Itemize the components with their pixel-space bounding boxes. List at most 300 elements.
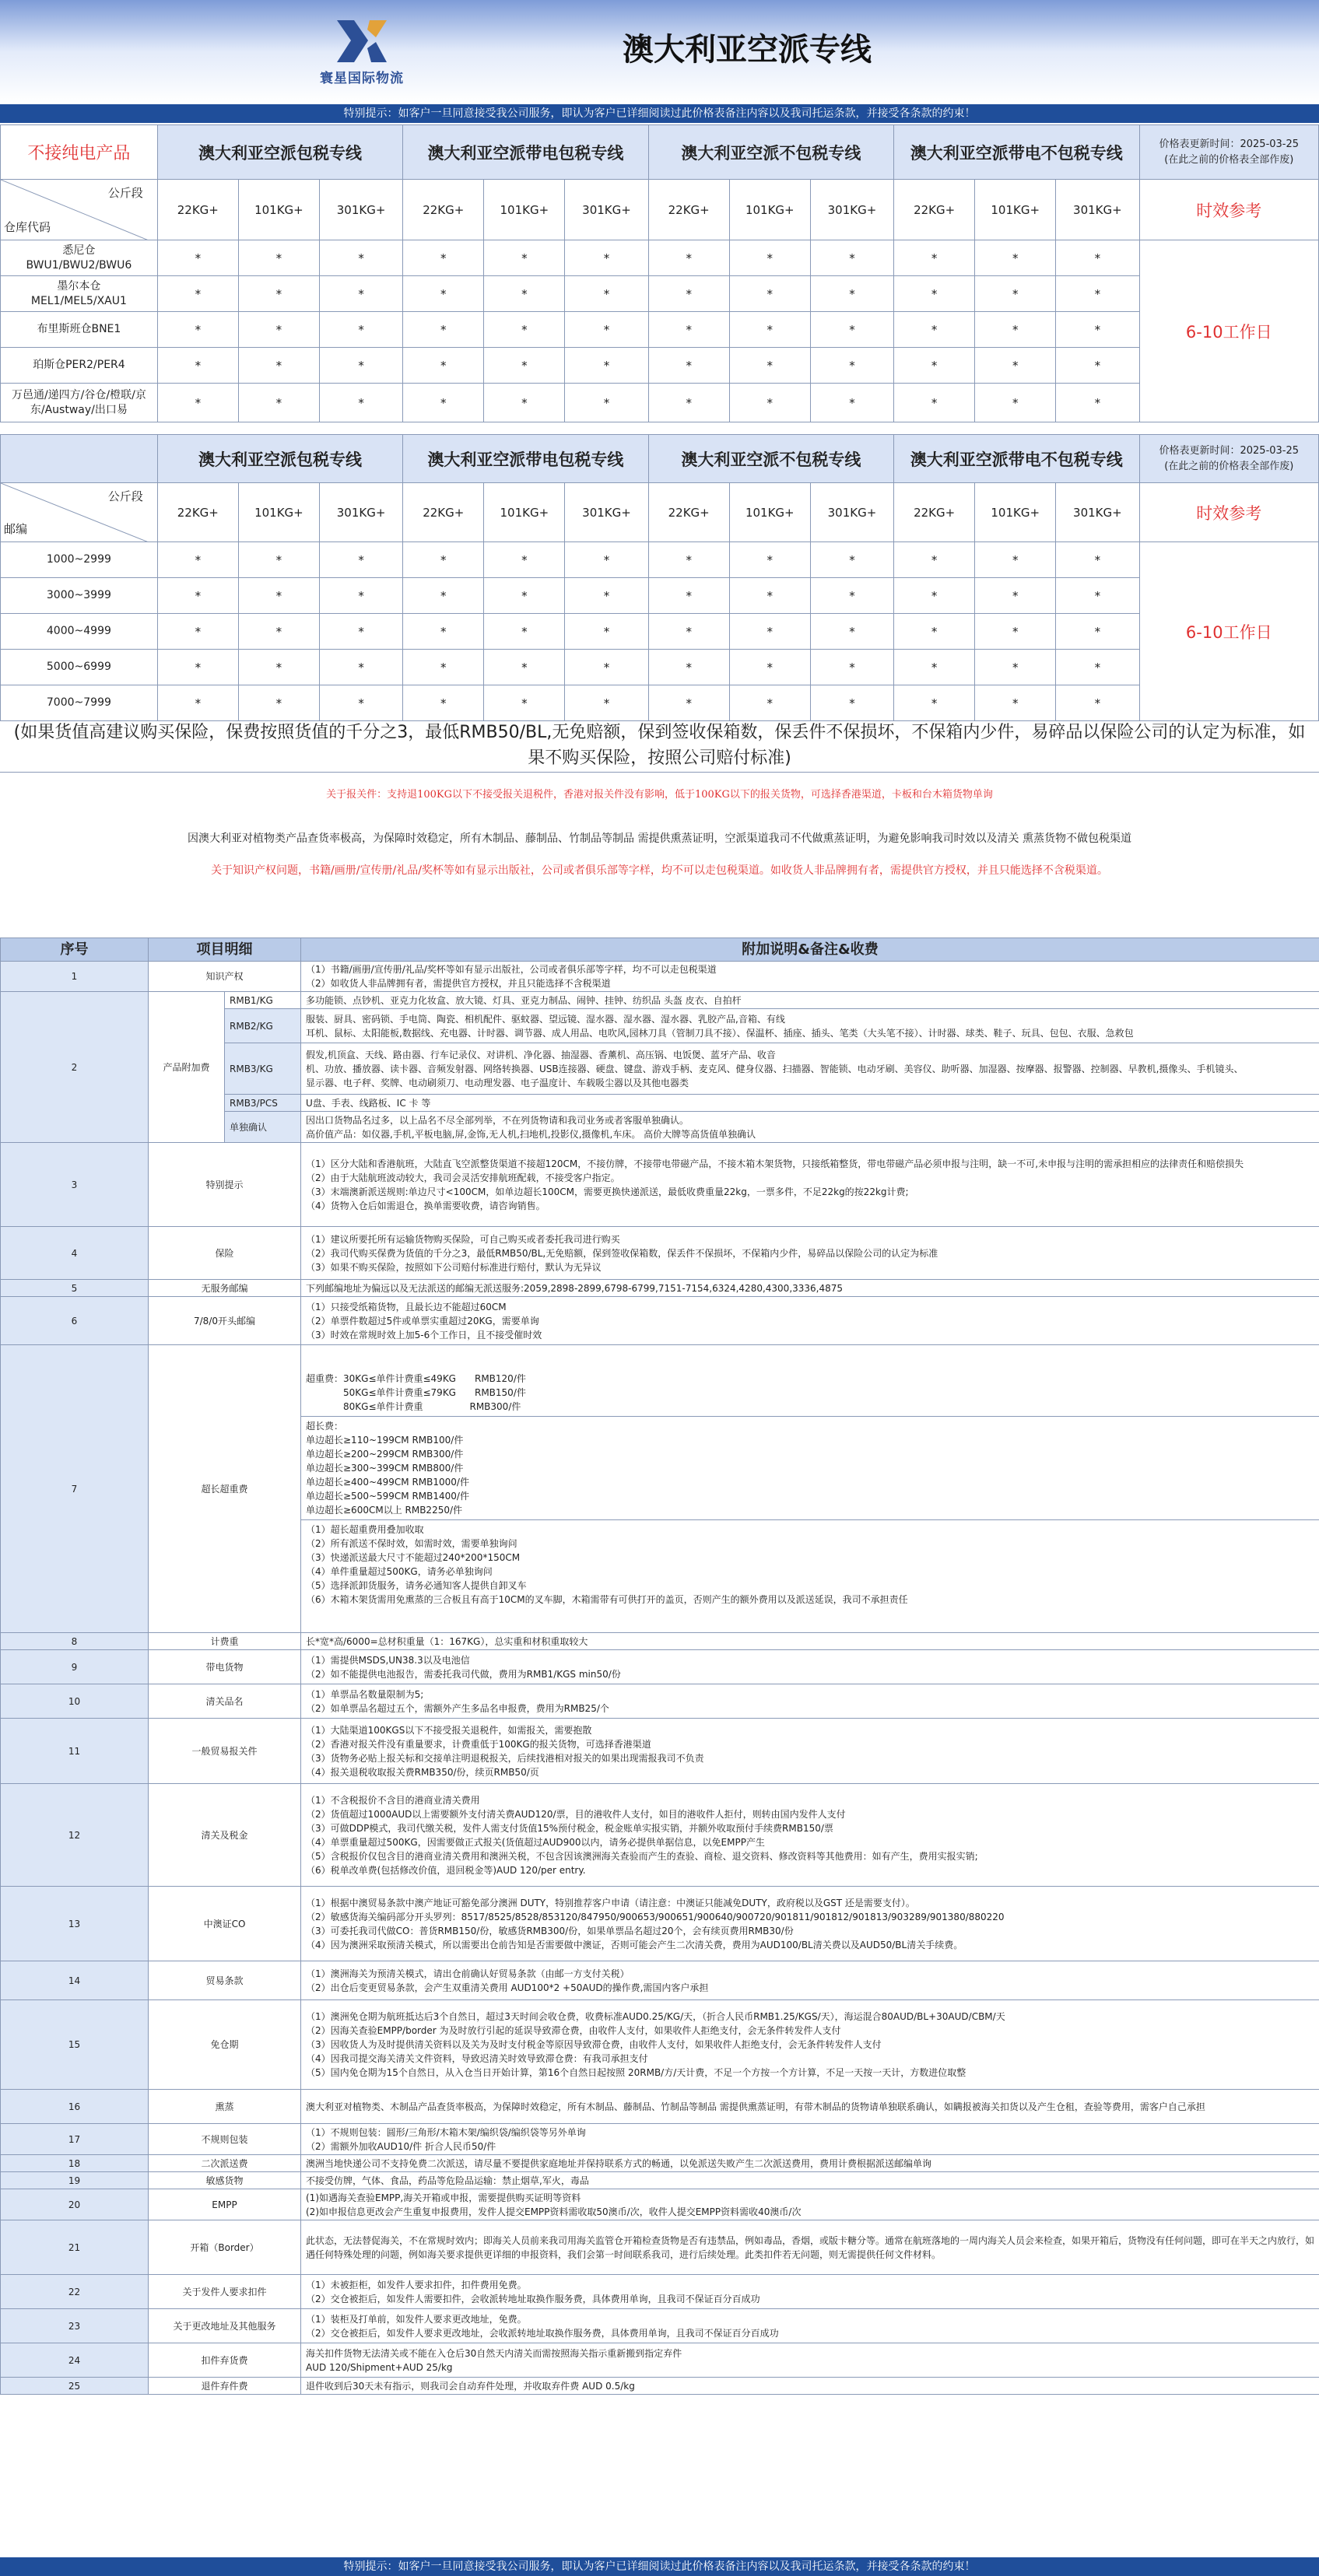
fee-line: 长*宽*高/6000=总材积重量（1：167KG），总实重和材积重取较大 — [306, 1635, 588, 1647]
fee-line: （3）时效在常规时效上加5-6个工作日，且不接受催时效 — [306, 1329, 542, 1341]
rate-cell: * — [238, 240, 319, 276]
rate-cell: * — [238, 384, 319, 422]
fee-line: 50KG≤单件计费重≤79KG RMB150/件 — [306, 1386, 526, 1398]
fee-no: 24 — [1, 2343, 149, 2378]
rate-cell: * — [729, 614, 810, 650]
rate-cell: * — [319, 614, 402, 650]
rate-cell: * — [729, 542, 810, 578]
rate-cell: * — [729, 240, 810, 276]
fee-line: （1）不含税报价不含目的港商业清关费用 — [306, 1794, 480, 1806]
rate-cell: * — [810, 650, 893, 685]
kg-header: 301KG+ — [1056, 180, 1139, 240]
page-title: 澳大利亚空派专线 — [623, 32, 872, 68]
kg-header: 101KG+ — [238, 483, 319, 542]
company-logo — [311, 17, 412, 86]
fee-line: （3）可委托我司代做CO：普货RMB150/份，敏感货RMB300/份，如果单票品名超过20个，会有续页费用RMB30/份 — [306, 1925, 794, 1936]
transit-time: 6-10工作日 — [1139, 542, 1318, 721]
fee-item: 退件弃件费 — [149, 2378, 301, 2395]
rate-cell: * — [1056, 240, 1139, 276]
fee-col-item: 项目明细 — [149, 938, 301, 962]
fee-desc — [301, 1684, 1319, 1719]
group-header: 澳大利亚空派不包税专线 — [648, 435, 893, 483]
fee-desc — [301, 1112, 1319, 1143]
price-update-info — [1139, 125, 1318, 180]
fee-row — [1, 962, 1319, 992]
rate-cell: * — [403, 685, 484, 721]
fee-line: U盘、手表、线路板、IC 卡 等 — [306, 1097, 431, 1109]
fee-line: （2）因海关查验EMPP/border 为及时放行引起的延误导致滞仓费，由收件人支付，如果收件人拒绝支付，会无条件转发件人支付 — [306, 2025, 841, 2036]
fee-item: 一般贸易报关件 — [149, 1719, 301, 1784]
fee-item: 产品附加费 — [149, 992, 225, 1143]
rate-cell: * — [319, 650, 402, 685]
fee-sub-code: RMB2/KG — [225, 1009, 301, 1043]
fee-line: （2）单票件数超过5件或单票实重超过20KG，需要单询 — [306, 1315, 539, 1327]
rate-cell: * — [1056, 384, 1139, 422]
fee-desc — [301, 2172, 1319, 2189]
rate-cell: * — [565, 384, 648, 422]
fee-row — [1, 2090, 1319, 2124]
fee-desc — [301, 2000, 1319, 2090]
fee-row — [1, 2343, 1319, 2378]
fee-line: （2）所有派送不保时效，如需时效，需要单独询问 — [306, 1537, 517, 1549]
fee-item: 关于更改地址及其他服务 — [149, 2309, 301, 2343]
rate-cell: * — [648, 542, 729, 578]
rate-cell: * — [319, 384, 402, 422]
fee-line: （4）因为澳洲采取预清关模式，所以需要出仓前告知是否需要做中澳证，否则可能会产生二次清关费，费用为AUD100/BL清关费以及AUD50/BL清关手续费。 — [306, 1939, 963, 1950]
fee-line: （4）因我司提交海关清关文件资料，导致迟清关时效导致滞仓费：有我司承担支付 — [306, 2053, 648, 2064]
fee-no: 20 — [1, 2189, 149, 2220]
fee-line: （2）如收货人非品牌拥有者，需提供官方授权，并且只能选择不含税渠道 — [306, 978, 611, 989]
kg-header: 22KG+ — [648, 180, 729, 240]
fee-row — [1, 1719, 1319, 1784]
rate-cell: * — [810, 542, 893, 578]
kg-header: 22KG+ — [648, 483, 729, 542]
rate-cell: * — [157, 312, 238, 348]
fee-table — [0, 938, 1319, 2395]
fee-desc — [301, 1009, 1319, 1043]
fee-no: 8 — [1, 1633, 149, 1650]
fee-desc — [301, 2275, 1319, 2309]
fee-desc — [301, 1719, 1319, 1784]
fee-no: 16 — [1, 2090, 149, 2124]
fee-item: 无服务邮编 — [149, 1280, 301, 1297]
fee-item: 7/8/0开头邮编 — [149, 1297, 301, 1345]
fee-line: （4）货物入仓后如需退仓，换单需要收费，请咨询销售。 — [306, 1200, 545, 1211]
fee-col-no: 序号 — [1, 938, 149, 962]
fee-row — [1, 1887, 1319, 1961]
fee-no: 3 — [1, 1143, 149, 1227]
fee-line: （1）建议所要托所有运输货物购买保险，可自己购买或者委托我司进行购买 — [306, 1233, 620, 1245]
fee-line: （1）未被拒柜，如发件人要求扣件，扣件费用免费。 — [306, 2279, 527, 2290]
empty-corner — [1, 435, 158, 483]
rate-cell: * — [1056, 348, 1139, 384]
rate-table-warehouse — [0, 124, 1319, 422]
fee-line: （1）不规则包装：圆形/三角形/木箱木架/编织袋/编织袋等另外单询 — [306, 2126, 586, 2138]
logo-x-icon — [331, 17, 393, 65]
rate-cell: * — [894, 348, 975, 384]
rate-cell: * — [1056, 276, 1139, 312]
fee-no: 19 — [1, 2172, 149, 2189]
kg-header: 101KG+ — [484, 180, 565, 240]
fee-desc — [301, 2309, 1319, 2343]
fee-item: 贸易条款 — [149, 1961, 301, 2000]
rate-cell: * — [565, 650, 648, 685]
fee-line: 80KG≤单件计费重 RMB300/件 — [306, 1400, 521, 1412]
fee-line: 显示器、电子秤、奖牌、电动刷须刀、电动理发器、电子温度计、车载吸尘器以及其他电器类 — [306, 1077, 689, 1088]
rate-cell: * — [729, 384, 810, 422]
fee-item: 清关品名 — [149, 1684, 301, 1719]
fee-row — [1, 992, 1319, 1009]
rate-cell: * — [894, 578, 975, 614]
rate-cell: * — [565, 685, 648, 721]
rate-cell: * — [975, 276, 1056, 312]
fee-item: 免仓期 — [149, 2000, 301, 2090]
rate-cell: * — [894, 384, 975, 422]
fee-line: （1）区分大陆和香港航班，大陆直飞空派整货渠道不接超120CM，不接仿牌，不接带电带磁产品，不接木箱木架货物，只接纸箱整货，带电带磁产品必须申报与注明，缺一不可,未申报与注明的需承担相应的法律责任和赔偿损失 — [306, 1158, 1244, 1169]
rate2-rows — [1, 542, 1319, 721]
fee-line: 单边超长≥500~599CM RMB1400/件 — [306, 1490, 469, 1502]
fee-line: （1）书籍/画册/宣传册/礼品/奖杯等如有显示出版社，公司或者俱乐部等字样，均不可以走包税渠道 — [306, 964, 717, 975]
fee-row — [1, 2155, 1319, 2172]
rate-cell: * — [894, 614, 975, 650]
diag-top-label: 公斤段 — [107, 186, 143, 200]
plant-note: 因澳大利亚对植物类产品查货率极高，为保障时效稳定，所有木制品、藤制品、竹制品等制品 需提供熏蒸证明，空派渠道我司不代做熏蒸证明，为避免影响我司时效以及清关 熏蒸货物不做包税渠道 — [188, 832, 1131, 845]
fee-line: （2）由于大陆航班波动较大，我司会灵活安排航班配载，不接受客户指定。 — [306, 1172, 620, 1183]
fee-row — [1, 1784, 1319, 1887]
fee-line: （3）因收货人为及时提供清关资料以及关为及时支付税金等原因导致滞仓费，由收件人支付，如果收件人拒绝支付，会无条件转发件人支付 — [306, 2039, 882, 2050]
fee-row — [1, 1345, 1319, 1633]
fee-desc — [301, 2090, 1319, 2124]
rate-table-postcode — [0, 434, 1319, 721]
rate-cell: * — [319, 240, 402, 276]
fee-row — [1, 2309, 1319, 2343]
fee-row — [1, 1280, 1319, 1297]
fee-line: （1）单票品名数量限制为5; — [306, 1688, 424, 1700]
fee-desc — [301, 1143, 1319, 1227]
fee-block — [306, 1520, 1314, 1609]
rate-cell: * — [810, 276, 893, 312]
fee-no: 18 — [1, 2155, 149, 2172]
rate-cell: * — [157, 276, 238, 312]
rate-cell: * — [238, 614, 319, 650]
fee-row — [1, 1143, 1319, 1227]
rate-cell: * — [648, 685, 729, 721]
rate-row — [1, 578, 1319, 614]
kg-header: 301KG+ — [810, 483, 893, 542]
row-label: 悉尼仓 BWU1/BWU2/BWU6 — [1, 240, 158, 276]
fee-item: 扣件弃货费 — [149, 2343, 301, 2378]
fee-line: （1）装柜及打单前，如发件人要求更改地址，免费。 — [306, 2313, 527, 2325]
fee-no: 10 — [1, 1684, 149, 1719]
fee-line: 服装、厨具、密码锁、手电筒、陶瓷、相机配件、驱蚊器、望远镜、湿水器、湿水器、湿水器、乳胶产品,音箱、有线 — [306, 1013, 785, 1025]
fee-desc — [301, 2124, 1319, 2155]
kg-header: 22KG+ — [157, 180, 238, 240]
rate-cell: * — [729, 685, 810, 721]
fee-line: 单边超长≥600CM以上 RMB2250/件 — [306, 1504, 463, 1516]
fee-row — [1, 1961, 1319, 2000]
rate-cell: * — [648, 578, 729, 614]
fee-block — [301, 1369, 1319, 1417]
rate-cell: * — [1056, 578, 1139, 614]
fee-desc — [301, 1784, 1319, 1887]
fee-row — [1, 2220, 1319, 2275]
diag-top-label: 公斤段 — [107, 489, 143, 503]
fee-line: （2）出仓后变更贸易条款，会产生双重清关费用 AUD100*2 +50AUD的操作费,需国内客户承担 — [306, 1982, 709, 1993]
row-label: 5000~6999 — [1, 650, 158, 685]
rate-cell: * — [810, 578, 893, 614]
rate-cell: * — [484, 312, 565, 348]
rate-cell: * — [810, 312, 893, 348]
rate-cell: * — [648, 240, 729, 276]
fee-row — [1, 2275, 1319, 2309]
rate-cell: * — [403, 384, 484, 422]
kg-header: 301KG+ — [319, 180, 402, 240]
fee-line: （5）选择派卸货服务，请务必通知客人提供自卸叉车 — [306, 1579, 527, 1591]
rate-cell: * — [975, 578, 1056, 614]
fee-line: （1）根据中澳贸易条款中澳产地证可豁免部分澳洲 DUTY，特别推荐客户申请（请注意：中澳证只能减免DUTY，政府税以及GST 还是需要支付）。 — [306, 1897, 915, 1908]
group-header: 澳大利亚空派带电不包税专线 — [894, 435, 1139, 483]
fee-line: （4）报关退税收取报关费RMB350/份，续页RMB50/页 — [306, 1766, 539, 1778]
fee-line: （1）澳洲免仓期为航班抵达后3个自然日，超过3天时间会收仓费，收费标准AUD0.25/KG/天，（折合人民币RMB1.25/KGS/天），海运混合80AUD/BL+30AUD/CBM/天 — [306, 2011, 1005, 2022]
rate-cell: * — [648, 650, 729, 685]
customs-note: 关于报关件：支持退100KG以下不接受报关退税件，香港对报关件没有影响，低于100KG以下的报关货物，可选择香港渠道，卡板和台木箱货物单询 — [326, 789, 993, 801]
fee-item: 开箱（Border） — [149, 2220, 301, 2275]
fee-line: 单边超长≥300~399CM RMB800/件 — [306, 1462, 464, 1474]
fee-line: 假发,机顶盒、天线、路由器、行车记录仪、对讲机、净化器、抽湿器、香薰机、高压锅、电饭煲、蓝牙产品、收音 — [306, 1049, 776, 1060]
rate-cell: * — [729, 650, 810, 685]
fee-line: （2）如不能提供电池报告，需委托我司代做，费用为RMB1/KGS min50/份 — [306, 1668, 621, 1680]
diag-bottom-label: 仓库代码 — [4, 220, 51, 234]
fee-line: 澳大利亚对植物类、木制品产品查货率极高，为保障时效稳定，所有木制品、藤制品、竹制品等制品 需提供熏蒸证明，有带木制品的货物请单独联系确认，如瞒报被海关扣货以及产生仓租，查验等费用，需客户自己承担 — [306, 2101, 1205, 2112]
price-update-info — [1139, 435, 1318, 483]
rate-cell: * — [484, 614, 565, 650]
rate-cell: * — [238, 650, 319, 685]
rate-cell: * — [648, 384, 729, 422]
time-ref-label: 时效参考 — [1139, 180, 1318, 240]
fee-line: （6）税单改单费(包括修改价值，退回税金等)AUD 120/per entry. — [306, 1864, 586, 1876]
rate-cell: * — [729, 348, 810, 384]
rate-cell: * — [484, 384, 565, 422]
rate-cell: * — [484, 348, 565, 384]
fee-item: 中澳证CO — [149, 1887, 301, 1961]
fee-item: 不规则包装 — [149, 2124, 301, 2155]
fee-line: （2）我司代购买保费为货值的千分之3，最低RMB50/BL,无免赔额，保到签收保箱数，保丢件不保损坏，不保箱内少件，易碎品以保险公司的认定为标准 — [306, 1247, 938, 1259]
row-label: 1000~2999 — [1, 542, 158, 578]
rate-row — [1, 614, 1319, 650]
fee-col-desc: 附加说明&备注&收费 — [301, 938, 1319, 962]
kg-header: 101KG+ — [975, 483, 1056, 542]
fee-no: 17 — [1, 2124, 149, 2155]
fee-desc — [301, 1345, 1319, 1633]
page-header — [0, 0, 1319, 103]
rate-cell: * — [238, 542, 319, 578]
rate-cell: * — [729, 276, 810, 312]
rate-cell: * — [975, 384, 1056, 422]
rate-cell: * — [810, 384, 893, 422]
fee-desc — [301, 962, 1319, 992]
fee-block — [301, 1417, 1319, 1520]
rate-cell: * — [157, 685, 238, 721]
price-note: (在此之前的价格表全部作废) — [1164, 153, 1294, 166]
rate-cell: * — [403, 614, 484, 650]
fee-no: 4 — [1, 1227, 149, 1280]
rate-cell: * — [403, 312, 484, 348]
fee-line: （3）快递派送最大尺寸不能超过240*200*150CM — [306, 1551, 521, 1563]
fee-line: （1）澳洲海关为预清关模式，请出仓前确认好贸易条款（由邮一方支付关税） — [306, 1968, 630, 1979]
fee-no: 21 — [1, 2220, 149, 2275]
fee-no: 15 — [1, 2000, 149, 2090]
rate-cell: * — [975, 348, 1056, 384]
fee-line: （2）交仓被拒后，如发件人要求更改地址，会收派转地址取换作服务费，具体费用单询，且我司不保证百分百成功 — [306, 2327, 779, 2339]
rate-cell: * — [1056, 542, 1139, 578]
fee-desc — [301, 2155, 1319, 2172]
fee-line: 海关扣件货物无法清关或不能在入仓后30自然天内清关而需按照海关指示重新搬到指定弃件 — [306, 2347, 682, 2359]
fee-row — [1, 1227, 1319, 1280]
row-label: 珀斯仓PER2/PER4 — [1, 348, 158, 384]
kg-header: 22KG+ — [894, 180, 975, 240]
rate-cell: * — [810, 614, 893, 650]
fee-desc — [301, 1297, 1319, 1345]
fee-item: 带电货物 — [149, 1650, 301, 1684]
fee-desc — [301, 1095, 1319, 1112]
group-header: 澳大利亚空派包税专线 — [157, 125, 402, 180]
rate-cell: * — [238, 276, 319, 312]
rate-cell: * — [319, 312, 402, 348]
fee-no: 13 — [1, 1887, 149, 1961]
notice-bar-top: 特别提示：如客户一旦同意接受我公司服务，即认为客户已详细阅读过此价格表备注内容以及我司托运条款，并接受各条款的约束！ — [0, 104, 1319, 123]
kg-header: 101KG+ — [975, 180, 1056, 240]
rate-cell: * — [648, 348, 729, 384]
row-label: 布里斯班仓BNE1 — [1, 312, 158, 348]
rate-cell: * — [975, 685, 1056, 721]
kg-header: 22KG+ — [157, 483, 238, 542]
fee-line: （2）敏感货海关编码部分开头罗列：8517/8525/8528/853120/847950/900653/900651/900640/900720/901811/901812/901813/903289/901380/880220 — [306, 1911, 1005, 1922]
fee-row — [1, 2000, 1319, 2090]
diagonal-header — [1, 483, 158, 542]
rate-cell: * — [157, 384, 238, 422]
fee-line: 退件收到后30天未有指示，则我司会自动弃件处理，并收取弃件费 AUD 0.5/kg — [306, 2380, 635, 2392]
rate-cell: * — [975, 312, 1056, 348]
fee-line: （1）只接受纸箱货物，且最长边不能超过60CM — [306, 1301, 507, 1313]
fee-line: 单边超长≥400~499CM RMB1000/件 — [306, 1476, 469, 1488]
fee-line: 下列邮编地址为偏远以及无法派送的邮编无派送服务:2059,2898-2899,6798-6799,7151-7154,6324,4280,4300,3336,4875 — [306, 1282, 844, 1294]
transit-time: 6-10工作日 — [1139, 240, 1318, 422]
rate-cell: * — [565, 348, 648, 384]
rate-cell: * — [157, 578, 238, 614]
fee-line: （2）香港对报关件没有重量要求，计费重低于100KG的报关货物，可选择香港渠道 — [306, 1738, 651, 1750]
kg-header: 22KG+ — [403, 483, 484, 542]
rate-cell: * — [894, 240, 975, 276]
fee-line: （2）需额外加收AUD10/件 折合人民币50/件 — [306, 2140, 496, 2152]
fee-no: 23 — [1, 2309, 149, 2343]
fee-no: 14 — [1, 1961, 149, 2000]
fee-line: 此状态，无法替促海关，不在常规时效内；即海关人员前来我司用海关监管仓开箱检查货物是否有违禁品，例如毒品，香烟，或版卡糖分等。通常在航班落地的一周内海关人员会来检查，如果开箱后，货物没有任何问题，即可在半天之内放行，如遇任何特殊处理的问题，例如海关要求提供更详细的申报资料，我们会第一时间联系我司，进行后续处理。此类扣件若无问题，则无需提供任何文件材料。 — [306, 2234, 1315, 2260]
diag-bottom-label: 邮编 — [4, 522, 28, 536]
fee-line: （2）如单票品名超过五个，需额外产生多品名申报费，费用为RMB25/个 — [306, 1702, 609, 1714]
rate-cell: * — [565, 276, 648, 312]
rate-cell: * — [975, 542, 1056, 578]
fee-row — [1, 2124, 1319, 2155]
fee-desc — [301, 1961, 1319, 2000]
kg-header: 301KG+ — [565, 483, 648, 542]
row-label: 7000~7999 — [1, 685, 158, 721]
fee-no: 2 — [1, 992, 149, 1143]
rate-cell: * — [975, 240, 1056, 276]
kg-header: 301KG+ — [810, 180, 893, 240]
fee-item: 关于发件人要求扣件 — [149, 2275, 301, 2309]
logo-text: 寰星国际物流 — [320, 71, 404, 86]
fee-item: 二次派送费 — [149, 2155, 301, 2172]
fee-desc — [301, 1650, 1319, 1684]
kg-header: 101KG+ — [729, 483, 810, 542]
rate-cell: * — [319, 578, 402, 614]
fee-line: （5）国内免仓期为15个自然日，从入仓当日开始计算，第16个自然日起按照 20RMB/方/天计费，不足一个方按一个方计算，不足一天按一天计，方数进位取整 — [306, 2067, 966, 2078]
price-date: 价格表更新时间：2025-03-25 — [1159, 445, 1300, 457]
rate-cell: * — [1056, 685, 1139, 721]
fee-no: 11 — [1, 1719, 149, 1784]
fee-line: （5）含税报价仅包含目的港商业清关费用和澳洲关税，不包含因该澳洲海关查验而产生的查验、商检、退交资料、修改资料等其他费用：如有产生，费用实报实销; — [306, 1850, 978, 1862]
fee-line: （1）超长超重费用叠加收取 — [306, 1523, 424, 1535]
rate-cell: * — [565, 542, 648, 578]
fee-no: 7 — [1, 1345, 149, 1633]
rate-row — [1, 240, 1319, 276]
rate-cell: * — [157, 614, 238, 650]
row-label: 万邑通/递四方/谷仓/橙联/京东/Austway/出口易 — [1, 384, 158, 422]
fee-row — [1, 2189, 1319, 2220]
fee-item: 清关及税金 — [149, 1784, 301, 1887]
fee-desc — [301, 1043, 1319, 1095]
rate-cell: * — [238, 312, 319, 348]
fee-desc — [301, 1633, 1319, 1650]
rate-cell: * — [894, 685, 975, 721]
rate-cell: * — [648, 276, 729, 312]
fee-row — [1, 1633, 1319, 1650]
fee-line: (1)如遇海关查验EMPP,海关开箱或申报，需要提供购买证明等资料 — [306, 2192, 581, 2203]
rate-cell: * — [894, 312, 975, 348]
fee-line: （1）大陆渠道100KGS以下不接受报关退税件，如需报关，需要抱散 — [306, 1724, 592, 1736]
rate-cell: * — [238, 685, 319, 721]
rate-cell: * — [319, 276, 402, 312]
fee-no: 5 — [1, 1280, 149, 1297]
fee-no: 9 — [1, 1650, 149, 1684]
rate-cell: * — [729, 578, 810, 614]
kg-header: 22KG+ — [894, 483, 975, 542]
fee-item: 特别提示 — [149, 1143, 301, 1227]
fee-line: （3）末端澳新派送规则:单边尺寸<100CM，如单边超长100CM，需要更换快递派送，最低收费重量22kg，一票多件，不足22kg的按22kg计费; — [306, 1186, 909, 1197]
fee-row — [1, 2378, 1319, 2395]
notice-bar-bottom: 特别提示：如客户一旦同意接受我公司服务，即认为客户已详细阅读过此价格表备注内容以及我司托运条款，并接受各条款的约束！ — [0, 2557, 1319, 2576]
fee-line: 不接受仿牌，气体、食品，药品等危险品运输：禁止烟草,军火，毒品 — [306, 2175, 589, 2186]
rate-cell: * — [565, 240, 648, 276]
rate-row — [1, 685, 1319, 721]
kg-header: 101KG+ — [484, 483, 565, 542]
rate-cell: * — [894, 276, 975, 312]
rate-cell: * — [565, 312, 648, 348]
rate-cell: * — [403, 542, 484, 578]
rate-cell: * — [403, 348, 484, 384]
fee-item: 保险 — [149, 1227, 301, 1280]
row-label: 3000~3999 — [1, 578, 158, 614]
rate-row — [1, 348, 1319, 384]
kg-header: 101KG+ — [238, 180, 319, 240]
rate-cell: * — [975, 614, 1056, 650]
rate-cell: * — [1056, 312, 1139, 348]
rate-cell: * — [484, 542, 565, 578]
rate-cell: * — [403, 650, 484, 685]
group-header: 澳大利亚空派包税专线 — [157, 435, 402, 483]
rate-cell: * — [157, 542, 238, 578]
fee-line: (2)如申报信息更改会产生重复申报费用，发件人提交EMPP资料需收取50澳币/次，收件人提交EMPP资料需收40澳币/次 — [306, 2206, 802, 2217]
